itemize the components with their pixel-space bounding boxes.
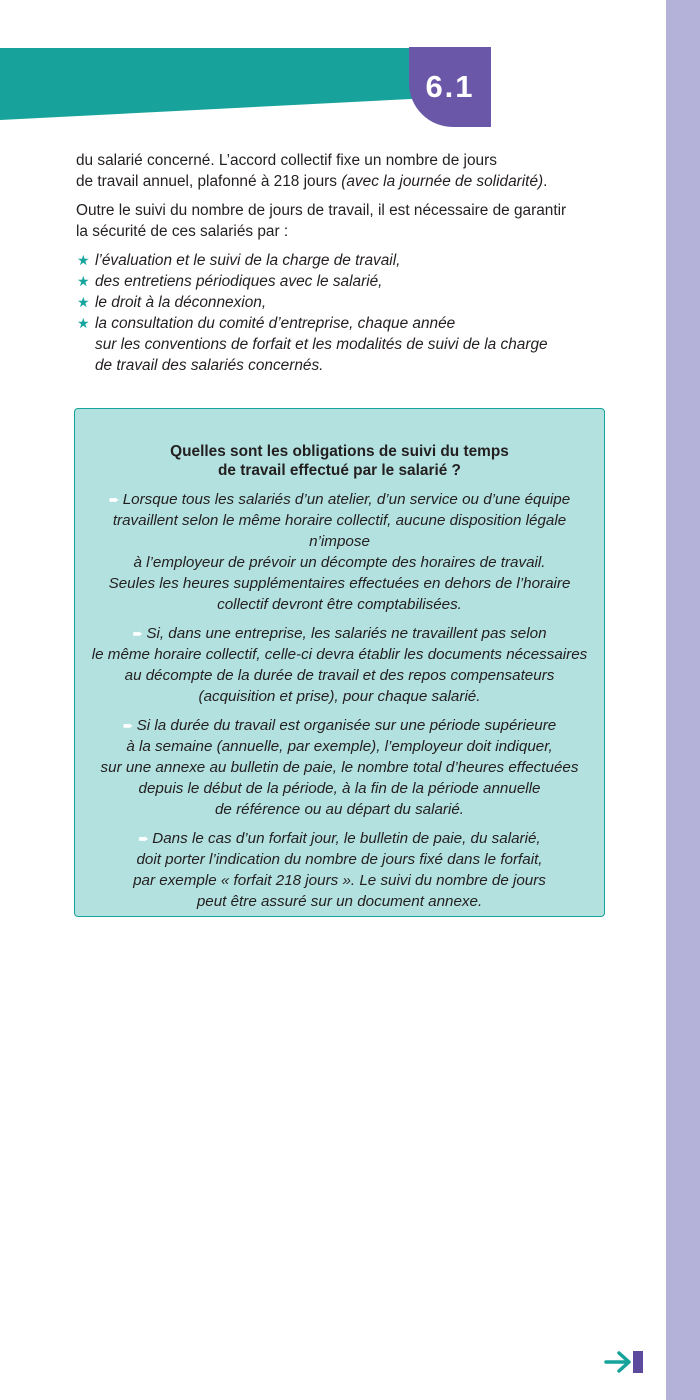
bullet-item xyxy=(76,292,596,313)
star-icon: ★ xyxy=(77,252,90,268)
text-line: Seules les heures supplémentaires effectuées en dehors de l’horaire xyxy=(108,575,571,592)
text-line: Si la durée du travail est organisée sur une période supérieure xyxy=(136,717,557,734)
text-line: Si, dans une entreprise, les salariés ne travaillent pas selon xyxy=(146,625,547,642)
bullet-item xyxy=(76,313,596,376)
intro-paragraph-2 xyxy=(76,200,596,242)
text-line: Outre le suivi du nombre de jours de travail, il est nécessaire de garantir xyxy=(76,202,567,219)
side-tab-bar xyxy=(666,0,700,1400)
text-line: la sécurité de ces salariés par : xyxy=(76,223,289,240)
text-line: le même horaire collectif, celle-ci devra établir les documents nécessaires xyxy=(91,646,588,663)
text-line: peut être assuré sur un document annexe. xyxy=(196,893,483,910)
bullet-item xyxy=(76,250,596,271)
bullet-text: le droit à la déconnexion, xyxy=(95,294,267,311)
text-line: de travail annuel, plafonné à 218 jours xyxy=(76,173,342,190)
bullet-text: sur les conventions de forfait et les modalités de suivi de la charge xyxy=(95,336,548,353)
info-paragraph xyxy=(91,715,588,820)
info-paragraph xyxy=(91,623,588,707)
star-icon: ★ xyxy=(77,315,90,331)
pointing-arrow-icon: ➨ xyxy=(138,831,150,846)
pointing-arrow-icon: ➨ xyxy=(122,718,134,733)
text-line: doit porter l’indication du nombre de jours fixé dans le forfait, xyxy=(136,851,543,868)
main-text xyxy=(76,150,596,376)
text-line: . xyxy=(543,173,548,190)
text-line: par exemple « forfait 218 jours ». Le suivi du nombre de jours xyxy=(133,872,546,889)
text-line: à l’employeur de prévoir un décompte des horaires de travail. xyxy=(133,554,546,571)
title-line: Quelles sont les obligations de suivi du temps xyxy=(170,443,509,460)
text-line: Lorsque tous les salariés d’un atelier, d’un service ou d’une équipe xyxy=(122,491,571,508)
text-line: Dans le cas d’un forfait jour, le bulletin de paie, du salarié, xyxy=(152,830,541,847)
info-paragraph xyxy=(91,489,588,615)
star-icon: ★ xyxy=(77,273,90,289)
text-line: au décompte de la durée de travail et des repos compensateurs xyxy=(124,667,555,684)
next-page-arrow-icon[interactable] xyxy=(604,1350,646,1374)
pointing-arrow-icon: ➨ xyxy=(108,492,120,507)
bullet-text: de travail des salariés concernés. xyxy=(95,357,324,374)
bullet-text: des entretiens périodiques avec le salarié, xyxy=(95,273,383,290)
italic-text: (avec la journée de solidarité) xyxy=(341,173,544,190)
section-number-badge: 6.1 xyxy=(409,47,491,127)
info-box xyxy=(74,408,605,917)
bullet-text: la consultation du comité d’entreprise, chaque année xyxy=(95,315,456,332)
bullet-list xyxy=(76,250,596,376)
text-line: du salarié concerné. L’accord collectif fixe un nombre de jours xyxy=(76,152,497,169)
info-box-title xyxy=(91,442,588,480)
text-line: de référence ou au départ du salarié. xyxy=(214,801,465,818)
text-line: à la semaine (annuelle, par exemple), l’employeur doit indiquer, xyxy=(126,738,553,755)
header-band xyxy=(0,48,470,123)
pointing-arrow-icon: ➨ xyxy=(132,626,144,641)
info-paragraph xyxy=(91,828,588,912)
bullet-item xyxy=(76,271,596,292)
text-line: sur une annexe au bulletin de paie, le nombre total d’heures effectuées xyxy=(100,759,579,776)
text-line: depuis le début de la période, à la fin de la période annuelle xyxy=(138,780,541,797)
intro-paragraph-1 xyxy=(76,150,596,192)
text-line: collectif devront être comptabilisées. xyxy=(217,596,462,613)
star-icon: ★ xyxy=(77,294,90,310)
text-line: (acquisition et prise), pour chaque salarié. xyxy=(198,688,481,705)
bullet-text: l’évaluation et le suivi de la charge de travail, xyxy=(95,252,401,269)
text-line: travaillent selon le même horaire collectif, aucune disposition légale n’impose xyxy=(112,512,567,550)
title-line: de travail effectué par le salarié ? xyxy=(218,462,461,479)
